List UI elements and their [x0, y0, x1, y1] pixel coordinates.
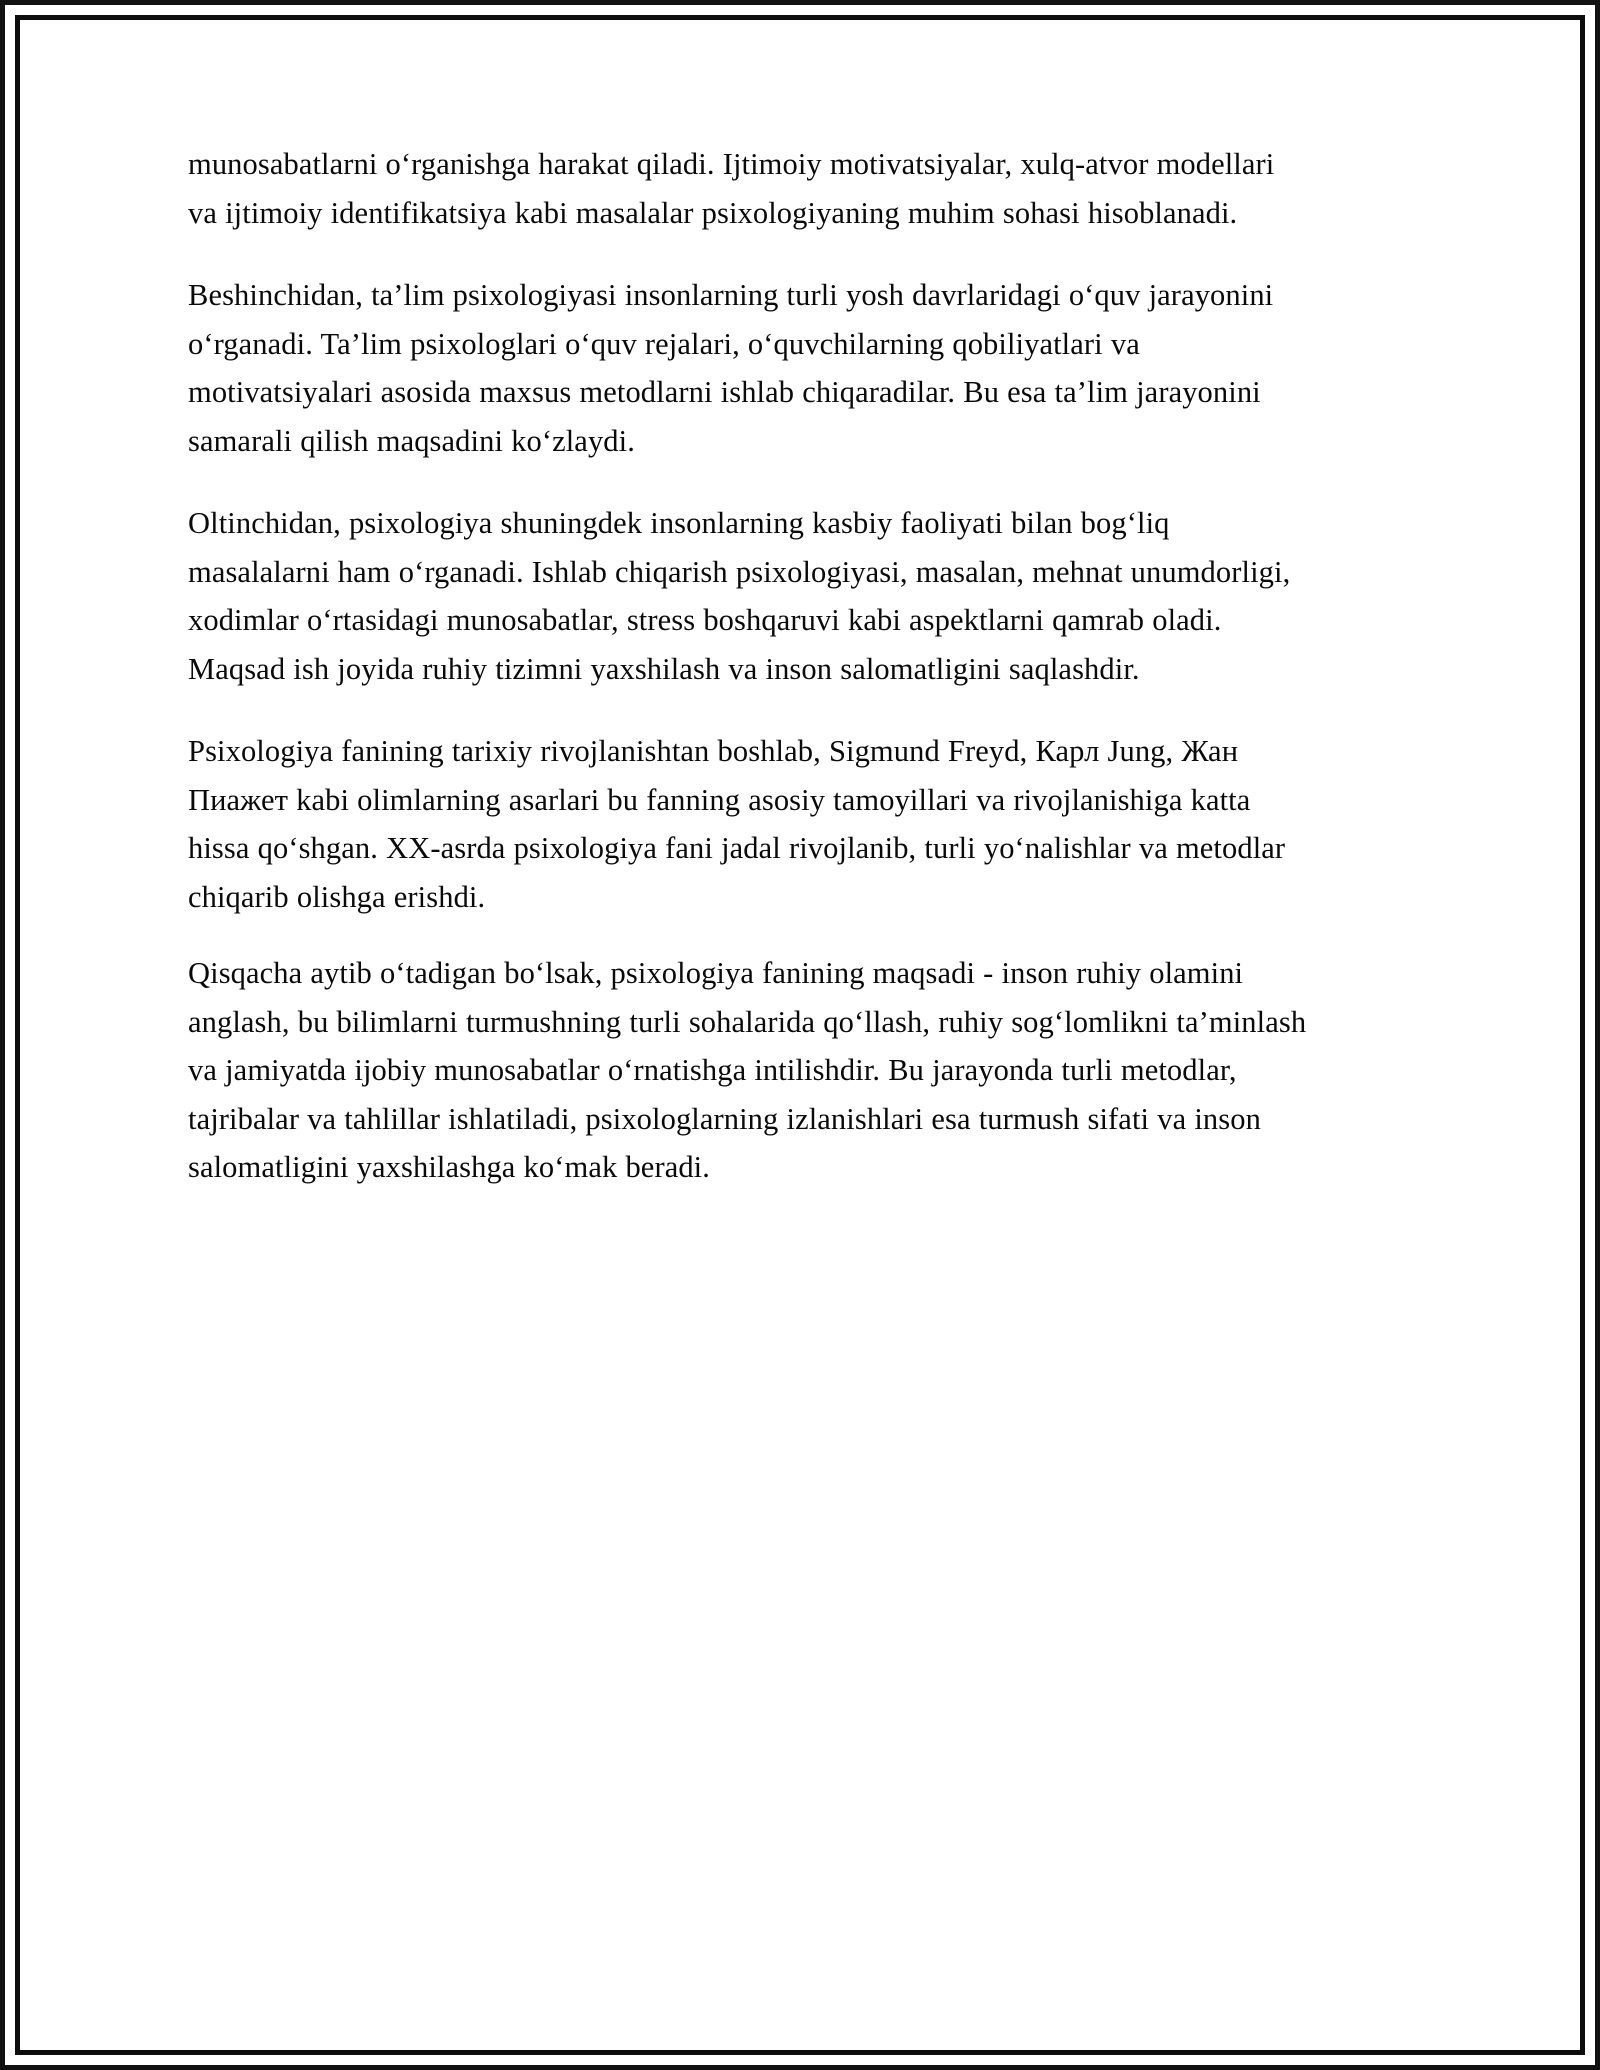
page-border-gap: [10, 10, 1590, 2060]
document-page: [20, 20, 1580, 2050]
paragraph-3: Oltinchidan, psixologiya shuningdek insonlarning kasbiy faoliyati bilan bog‘liq masalalarni ham o‘rganadi. Ishlab chiqarish psixologiyasi, masalan, mehnat unumdorligi, xodimlar o‘rtasidagi munosabatlar, stress boshqaruvi kabi aspektlarni qamrab oladi. Maqsad ish joyida ruhiy tizimni yaxshilash va inson salomatligini saqlashdir.: [188, 506, 1291, 686]
paragraph-5: Qisqacha aytib o‘tadigan bo‘lsak, psixologiya fanining maqsadi - inson ruhiy olamini anglash, bu bilimlarni turmushning turli sohalarida qo‘llash, ruhiy sog‘lomlikni ta’minlash va jamiyatda ijobiy munosabatlar o‘rnatishga intilishdir. Bu jarayonda turli metodlar, tajribalar va tahlillar ishlatiladi, psixologlarning izlanishlari esa turmush sifati va inson salomatligini yaxshilashga ko‘mak beradi.: [188, 956, 1307, 1184]
paragraph-1: munosabatlarni o‘rganishga harakat qiladi. Ijtimoiy motivatsiyalar, xulq-atvor modellari va ijtimoiy identifikatsiya kabi masalalar psixologiyaning muhim sohasi hisoblanadi.: [188, 147, 1275, 230]
page-inner-border: [15, 15, 1585, 2055]
document-text-body: [188, 140, 1308, 1220]
paragraph-2: Beshinchidan, ta’lim psixologiyasi insonlarning turli yosh davrlaridagi o‘quv jarayonini o‘rganadi. Ta’lim psixologlari o‘quv rejalari, o‘quvchilarning qobiliyatlari va motivatsiyalari asosida maxsus metodlarni ishlab chiqaradilar. Bu esa ta’lim jarayonini samarali qilish maqsadini ko‘zlaydi.: [188, 278, 1274, 458]
paragraph-4: Psixologiya fanining tarixiy rivojlanishtan boshlab, Sigmund Freyd, Карл Jung, Жан Пиажет kabi olimlarning asarlari bu fanning asosiy tamoyillari va rivojlanishiga katta hissa qo‘shgan. XX-asrda psixologiya fani jadal rivojlanib, turli yo‘nalishlar va metodlar chiqarib olishga erishdi.: [188, 734, 1286, 914]
